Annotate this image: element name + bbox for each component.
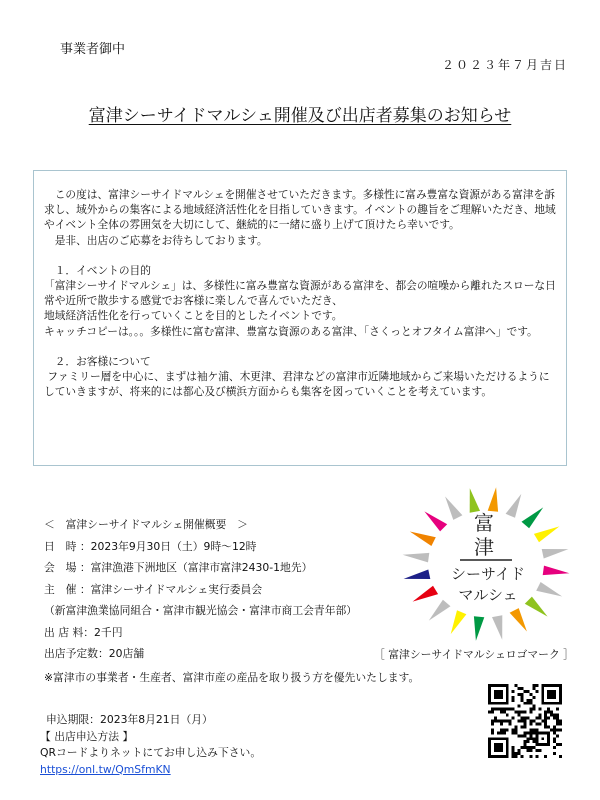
application-method-body: QRコードよりネットにてお申し込み下さい。 — [40, 746, 262, 759]
section-purpose-heading: １．イベントの目的 — [44, 263, 151, 277]
application-method-heading: 【 出店申込方法 】 — [40, 729, 134, 743]
section-customers-body: ファミリー層を中心に、まずは袖ケ浦、木更津、君津などの富津市近隣地域からご来場いただけるようにしていきますが、将来的には都心及び横浜方面からも集客を図っていくことを考えています。 — [44, 370, 550, 399]
addressee: 事業者御中 — [60, 42, 126, 57]
marche-logo — [394, 484, 582, 644]
priority-text: ※富津市の事業者・生産者、富津市産の産品を取り扱う方を優先いたします。 — [44, 671, 420, 684]
logo-ray — [534, 526, 560, 542]
overview-organizer: 主 催 ：富津シーサイドマルシェ実行委員会 — [44, 582, 263, 596]
logo-ray — [522, 507, 544, 528]
logo-ray — [404, 570, 431, 580]
invitation-paragraph: 是非、出店のご応募をお待ちしております。 — [44, 233, 268, 247]
logo-text-middle: 津 — [474, 535, 494, 559]
logo-ray — [424, 511, 447, 531]
overview-capacity: 出店予定数：20店舗 — [44, 647, 145, 660]
logo-ray — [542, 549, 569, 559]
application-deadline: 申込期限：2023年8月21日（月） — [46, 713, 213, 726]
application-url-link[interactable]: https://onl.tw/QmSfmKN — [40, 762, 171, 776]
logo-ray — [451, 610, 467, 634]
section-customers-heading: ２．お客様について — [44, 354, 151, 368]
logo-ray — [429, 600, 451, 621]
intro-box — [33, 170, 567, 466]
logo-ray — [525, 597, 548, 617]
logo-ray — [470, 488, 480, 513]
application-info — [40, 712, 261, 778]
logo-ray — [403, 553, 430, 563]
logo-ray — [510, 608, 527, 631]
logo-ray — [543, 566, 570, 576]
logo-text-line3: マルシェ — [458, 586, 518, 604]
event-overview — [44, 514, 357, 665]
logo-ray — [492, 615, 502, 640]
intro-paragraph: この度は、富津シーサイドマルシェを開催させていただきます。多様性に富み豊富な資源がある富津を訴求し、域外からの集客による地域経済活性化を目指していきます。イベントの趣旨をご理解いただき、地域やイベント全体の雰囲気を大切にして、継続的に一緒に盛り上げて頂けたら幸いです。 — [44, 188, 556, 232]
logo-ray — [410, 532, 436, 547]
page-title: 富津シーサイドマルシェ開催及び出店者募集のお知らせ — [88, 106, 512, 126]
logo-ray — [474, 616, 484, 641]
section-purpose-body: 「富津シーサイドマルシェ」は、多様性に富み豊富な資源がある富津を、都会の喧噪から離れたスローな日常や近所で散歩する感覚でお客様に楽しんで喜んでいただき、 地域経済活性化を行っていくことを目的としたイベントです。 キャッチコピーは。。。多様性に富む富津、豊富な資源のある富津、「さくっとオフタイム富津へ」です。 — [44, 279, 556, 338]
logo-text-line2: シーサイド — [451, 565, 525, 583]
logo-ray — [413, 586, 439, 602]
priority-note — [44, 670, 419, 687]
application-qr-code[interactable] — [488, 684, 562, 758]
overview-organizer-members: （新富津漁業協同組合・富津市観光協会・富津市商工会青年部） — [44, 604, 358, 617]
logo-ray — [488, 487, 498, 512]
logo-ray — [445, 497, 462, 520]
logo-caption: ［ 富津シーサイドマルシェロゴマーク ］ — [374, 648, 574, 661]
issue-date: ２０２３年７月吉日 — [441, 58, 568, 72]
overview-fee: 出 店 料：2千円 — [44, 625, 123, 639]
logo-ray — [506, 494, 522, 518]
logo-text-top: 富 — [474, 511, 494, 535]
overview-venue: 会 場 ：富津漁港下洲地区（富津市富津2430-1地先） — [44, 561, 313, 574]
overview-date: 日 時 ：2023年9月30日（土）9時～12時 — [44, 539, 257, 553]
logo-ray — [536, 582, 562, 597]
overview-heading: ＜ 富津シーサイドマルシェ開催概要 ＞ — [44, 518, 248, 531]
